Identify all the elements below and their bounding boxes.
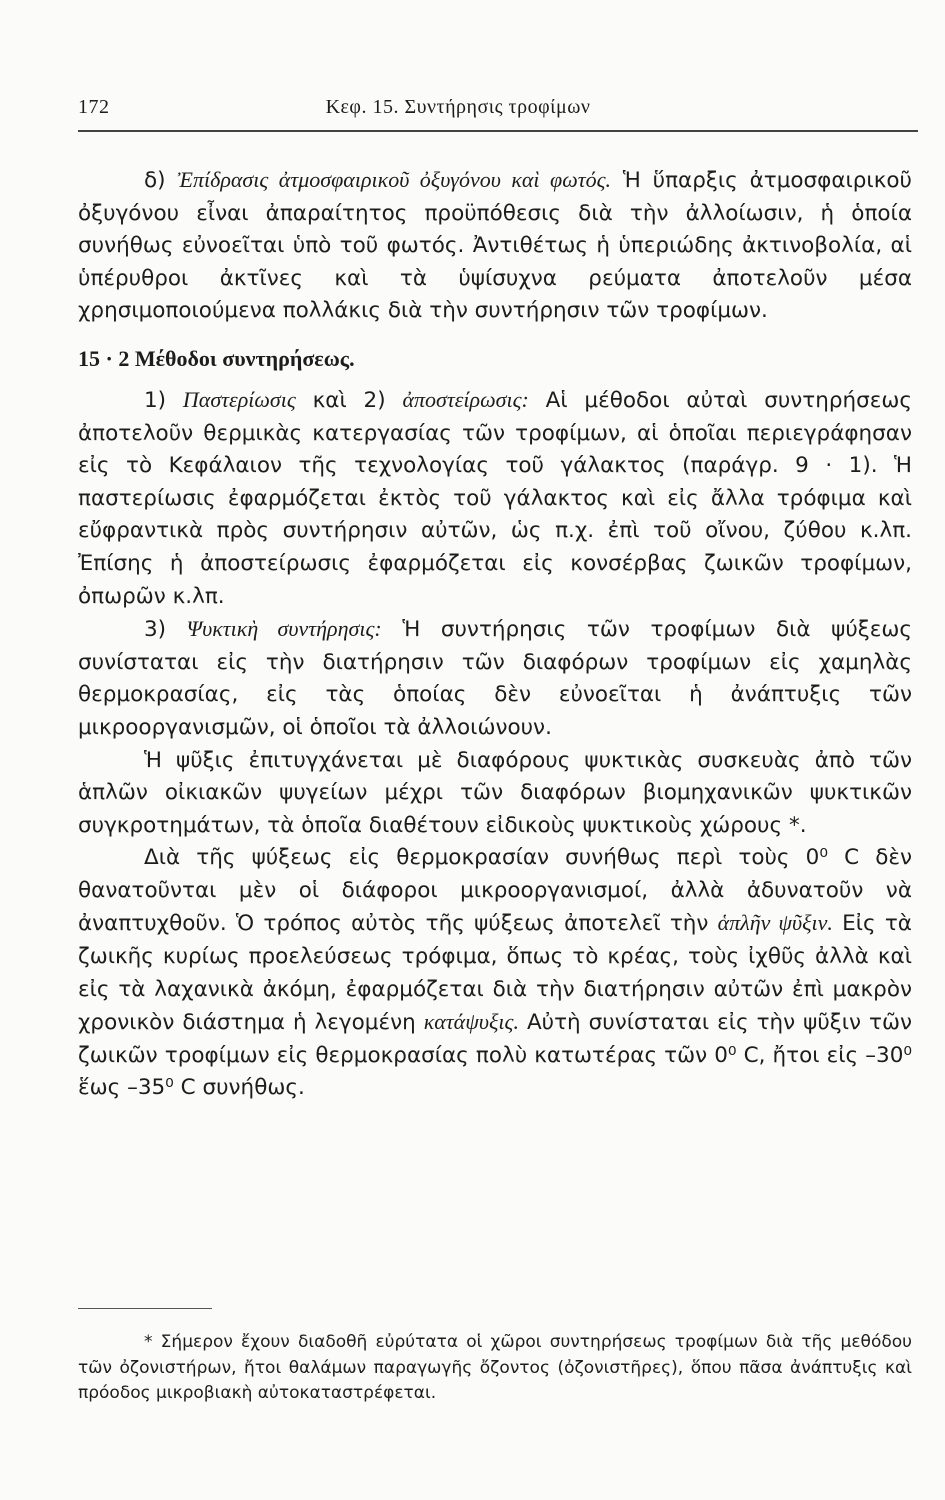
footnote-text: * Σήμερον ἔχουν διαδοθῆ εὐρύτατα οἱ χῶροι συντηρήσεως τροφίμων διὰ τῆς μεθόδου τῶν ὀζονιστήρων, ἤτοι θαλάμων παραγωγῆς ὄζοντος (ὀζονιστῆρες), ὅπου πᾶσα ἀνάπτυξις καὶ πρόοδος μικροβιακὴ αὐτοκαταστρέφεται.	[78, 1332, 912, 1403]
paragraph-text: Διὰ τῆς ψύξεως εἰς θερμοκρασίαν συνήθως περὶ τοὺς 0⁰ C δὲν θανατοῦνται μὲν οἱ διάφοροι μικροοργανισμοί, ἀλλὰ ἀδυνατοῦν νὰ ἀναπτυχθοῦν. Ὁ τρόπος αὐτὸς τῆς ψύξεως ἀποτελεῖ τὴν	[78, 845, 912, 937]
paragraph-pasteurization	[78, 384, 912, 613]
item-label: 3)	[144, 617, 167, 643]
paragraph-text: Ἡ ὕπαρξις ἀτμοσφαιρικοῦ ὀξυγόνου εἶναι ἀπαραίτητος προϋπόθεσις διὰ τὴν ἀλλοίωσιν, ἡ ὁποία συνήθως εὐνοεῖται ὑπὸ τοῦ φωτός. Ἀντιθέτως ἡ ὑπεριώδης ἀκτινοβολία, αἱ ὑπέρυθροι ἀκτῖνες καὶ τὰ ὑψίσυχνα ρεύματα ἀποτελοῦν μέσα χρησιμοποιούμενα πολλάκις διὰ τὴν συντήρησιν τῶν τροφίμων.	[78, 168, 912, 324]
item-connector: καὶ 2)	[312, 387, 386, 413]
page-header	[78, 96, 918, 126]
paragraph-freezing	[78, 842, 912, 1105]
paragraph-text: Αὐτὴ συνίσταται εἰς τὴν ψῦξιν τῶν ζωικῶν τροφίμων εἰς θερμοκρασίας πολὺ κατωτέρας τῶν 0⁰ C, ἤτοι εἰς –30⁰ ἕως –35⁰ C συνήθως.	[78, 1010, 912, 1101]
footnote-rule	[78, 1308, 212, 1309]
paragraph-text: Εἰς τὰ ζωικῆς κυρίως προελεύσεως τρόφιμα, ὅπως τὸ κρέας, τοὺς ἰχθῦς ἀλλὰ καὶ εἰς τὰ λαχανικὰ ἀκόμη, ἐφαρμόζεται διὰ τὴν διατήρησιν αὐτῶν ἐπὶ μακρὸν χρονικὸν διάστημα ἡ λεγομένη	[78, 911, 912, 1036]
section-heading: 15 · 2 Μέθοδοι συντηρήσεως.	[78, 345, 355, 371]
paragraph-text: Ἡ ψῦξις ἐπιτυγχάνεται μὲ διαφόρους ψυκτικὰς συσκευὰς ἀπὸ τῶν ἁπλῶν οἰκιακῶν ψυγείων μέχρι τῶν διαφόρων βιομηχανικῶν ψυκτικῶν συγκροτημάτων, τὰ ὁποῖα διαθέτουν εἰδικοὺς ψυκτικοὺς χώρους *.	[78, 747, 912, 838]
running-title: Κεφ. 15. Συντήρησις τροφίμων	[325, 96, 591, 118]
page-number: 172	[78, 96, 110, 118]
term-deep-freezing: κατάψυξις.	[423, 1009, 519, 1035]
header-rule	[78, 130, 918, 132]
item-title: Ἐπίδρασις ἀτμοσφαιρικοῦ ὀξυγόνου καὶ φωτός.	[177, 167, 612, 192]
paragraph-cold-storage	[78, 613, 912, 744]
item-label: δ)	[144, 168, 166, 193]
paragraph-text: Ἡ συντήρησις τῶν τροφίμων διὰ ψύξεως συνίσταται εἰς τὴν διατήρησιν τῶν διαφόρων τροφίμων εἰς χαμηλὰς θερμοκρασίας, εἰς τὰς ὁποίας δὲν εὐνοεῖται ἡ ἀνάπτυξις τῶν μικροοργανισμῶν, οἱ ὁποῖοι τὰ ἀλλοιώνουν.	[78, 617, 912, 740]
main-text	[78, 164, 912, 1105]
item-title: Παστερίωσις	[182, 386, 296, 412]
paragraph-text: Αἱ μέθοδοι αὐταὶ συντηρήσεως ἀποτελοῦν θερμικὰς κατεργασίας τῶν τροφίμων, αἱ ὁποῖαι περιεγράφησαν εἰς τὸ Κεφάλαιον τῆς τεχνολογίας τοῦ γάλακτος (παράγρ. 9 · 1). Ἡ παστερίωσις ἐφαρμόζεται ἐκτὸς τοῦ γάλακτος καὶ εἰς ἄλλα τρόφιμα καὶ εὔφραντικὰ πρὸς συντήρησιν αὐτῶν, ὡς π.χ. ἐπὶ τοῦ οἴνου, ζύθου κ.λπ. Ἐπίσης ἡ ἀποστείρωσις ἐφαρμόζεται εἰς κονσέρβας ζωικῶν τροφίμων, ὀπωρῶν κ.λπ.	[78, 387, 913, 609]
term-simple-cooling: ἁπλῆν ψῦξιν.	[717, 910, 833, 936]
item-label: 1)	[144, 387, 167, 413]
paragraph-oxygen-light	[78, 164, 912, 328]
footnote	[78, 1330, 912, 1407]
item-title: Ψυκτικὴ συντήρησις:	[186, 616, 382, 642]
item-title: ἀποστείρωσις:	[402, 386, 529, 412]
paragraph-refrigeration	[78, 745, 912, 843]
